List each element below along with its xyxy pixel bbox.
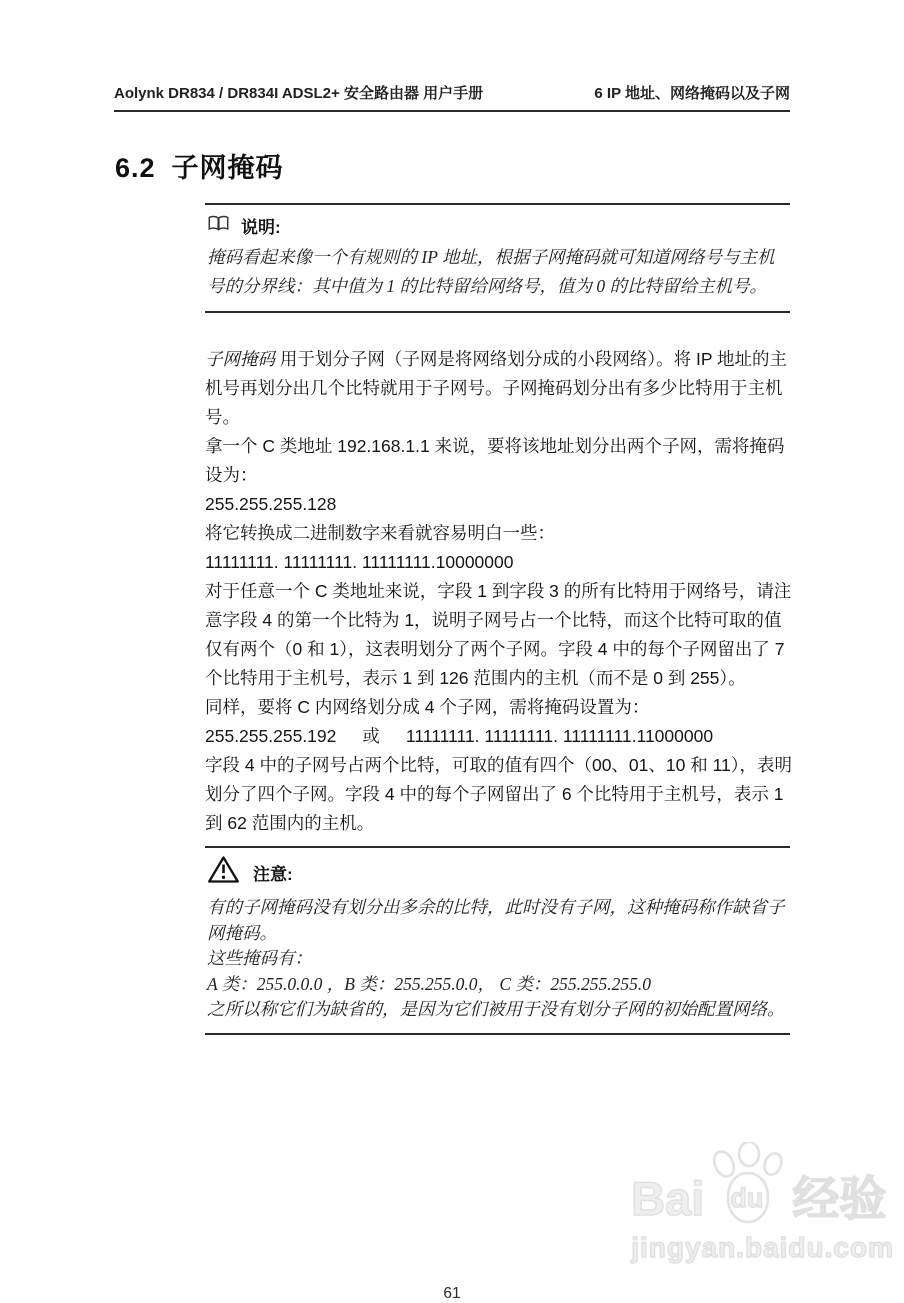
caution-text xyxy=(207,895,788,1023)
caution-box xyxy=(205,846,790,1035)
body-content xyxy=(205,345,794,838)
note-box xyxy=(205,203,790,313)
paragraph: 对于任意一个 C 类地址来说，字段 1 到字段 3 的所有比特用于网络号，请注意字段 4 的第一个比特为 1，说明子网号占一个比特，而这个比特可取的值仅有两个（0 和 1），这表明划分了两个子网。字段 4 中的每个子网留出了 7 个比特用于主机号，表示 1 到 126 范围内的主机（而不是 0 到 255）。 xyxy=(205,581,792,688)
note-label: 说明: xyxy=(241,218,281,237)
watermark-brand-cn: 经验 xyxy=(792,1172,887,1225)
baidu-jingyan-watermark xyxy=(631,1142,894,1264)
page-header xyxy=(114,0,790,112)
mask-or-binary-line xyxy=(205,722,794,751)
header-right-chapter: 6 IP 地址、网络掩码以及子网 xyxy=(594,85,790,102)
page-number: 61 xyxy=(443,1284,461,1302)
paragraph: 字段 4 中的子网号占两个比特，可取的值有四个（00、01、10 和 11），表明划分了四个子网。字段 4 中的每个子网留出了 6 个比特用于主机号，表示 1 到 62 范围内的主机。 xyxy=(205,755,792,833)
paragraph-text: 用于划分子网（子网是将网络划分成的小段网络）。将 IP 地址的主机号再划分出几个比特就用于子网号。子网掩码划分出有多少比特用于主机号。 xyxy=(205,349,788,427)
note-text: 掩码看起来像一个有规则的 IP 地址，根据子网掩码就可知道网络号与主机号的分界线：其中值为 1 的比特留给网络号，值为 0 的比特留给主机号。 xyxy=(207,247,775,296)
caution-line: 这些掩码有： xyxy=(207,948,312,968)
caution-line: 有的子网掩码没有划分出多余的比特，此时没有子网，这种掩码称作缺省子网掩码。 xyxy=(207,897,785,943)
or-word: 或 xyxy=(362,726,380,746)
paragraph: 同样，要将 C 内网络划分成 4 个子网，需将掩码设置为： xyxy=(205,697,650,717)
paw-print-icon xyxy=(706,1142,790,1228)
header-left-title: Aolynk DR834 / DR834I ADSL2+ 安全路由器 用户手册 xyxy=(114,85,484,102)
watermark-brand-left: Bai xyxy=(631,1172,705,1225)
binary-value: 11111111. 11111111. 11111111.11000000 xyxy=(405,726,714,746)
open-book-icon xyxy=(207,215,230,237)
paragraph: 拿一个 C 类地址 192.168.1.1 来说，要将该地址划分出两个子网，需将掩码设为： xyxy=(205,436,785,485)
section-title-text: 子网掩码 xyxy=(171,153,284,183)
paragraph xyxy=(205,345,794,432)
section-heading xyxy=(115,146,904,185)
mask-value: 255.255.255.192 xyxy=(205,726,337,746)
caution-line: 之所以称它们为缺省的，是因为它们被用于没有划分子网的初始配置网络。 xyxy=(207,999,785,1019)
section-number: 6.2 xyxy=(115,153,156,183)
watermark-logo-row xyxy=(631,1142,894,1225)
watermark-url: jingyan.baidu.com xyxy=(631,1232,894,1263)
binary-value: 11111111. 11111111. 11111111.10000000 xyxy=(205,552,514,572)
note-box-title xyxy=(207,213,788,238)
warning-triangle-icon xyxy=(207,855,240,889)
term-subnet-mask: 子网掩码 xyxy=(205,349,275,369)
mask-value: 255.255.255.128 xyxy=(205,494,337,514)
paragraph: 将它转换成二进制数字来看就容易明白一些： xyxy=(205,523,555,543)
caution-line-default-masks: A 类：255.0.0.0 ，B 类：255.255.0.0， C 类：255.255.255.0 xyxy=(207,973,651,994)
caution-box-title xyxy=(207,855,788,889)
watermark-brand-right: du xyxy=(730,1183,764,1213)
caution-label: 注意: xyxy=(253,864,293,884)
